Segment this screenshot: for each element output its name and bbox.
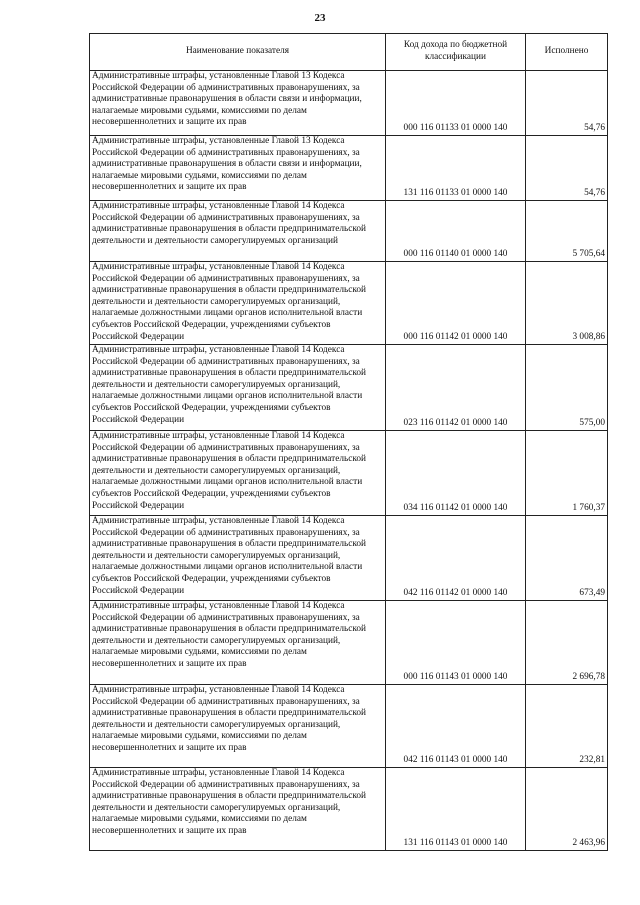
indicator-name-line: налагаемые мировыми судьями, комиссиями по делам	[92, 105, 307, 116]
table-row	[90, 71, 608, 136]
indicator-name-line: субъектов Российской Федерации, учреждениями субъектов	[92, 402, 331, 413]
table-header-row	[90, 34, 608, 71]
table-row	[90, 768, 608, 851]
indicator-name-line: налагаемые должностными лицами органов исполнительной власти	[92, 477, 363, 488]
indicator-name-cell	[90, 262, 386, 345]
budget-code-cell: 131 116 01133 01 0000 140	[386, 136, 526, 201]
indicator-name-line: деятельности и деятельности саморегулируемых организаций,	[92, 465, 341, 476]
budget-code-cell: 023 116 01142 01 0000 140	[386, 345, 526, 431]
indicator-name-line: административные правонарушения в области предпринимательской	[92, 791, 367, 802]
table-row	[90, 516, 608, 601]
indicator-name-line: Российской Федерации об административных правонарушениях, за	[92, 273, 360, 284]
indicator-name-line: Российской Федерации об административных правонарушениях, за	[92, 356, 360, 367]
budget-code-cell: 000 116 01133 01 0000 140	[386, 71, 526, 136]
indicator-name-line: субъектов Российской Федерации, учреждениями субъектов	[92, 488, 331, 499]
budget-code-cell: 000 116 01143 01 0000 140	[386, 601, 526, 685]
table-row	[90, 685, 608, 768]
indicator-name-line: несовершеннолетних и защите их прав	[92, 742, 247, 753]
indicator-name-line: налагаемые должностными лицами органов исполнительной власти	[92, 391, 363, 402]
executed-amount-cell: 54,76	[526, 136, 608, 201]
budget-code-cell: 131 116 01143 01 0000 140	[386, 768, 526, 851]
table-row	[90, 345, 608, 431]
indicator-name-cell	[90, 136, 386, 201]
indicator-name-line: деятельности и деятельности саморегулируемых организаций,	[92, 635, 341, 646]
indicator-name-line: Российской Федерации об административных правонарушениях, за	[92, 527, 360, 538]
indicator-name-cell	[90, 201, 386, 262]
indicator-name-line: деятельности и деятельности саморегулируемых организаций,	[92, 719, 341, 730]
indicator-name-line: несовершеннолетних и защите их прав	[92, 825, 247, 836]
indicator-name-line: Российской Федерации об административных правонарушениях, за	[92, 212, 360, 223]
header-code: Код дохода по бюджетной классификации	[386, 34, 526, 71]
indicator-name-line: административные правонарушения в области связи и информации,	[92, 94, 362, 105]
indicator-name-line: административные правонарушения в области предпринимательской	[92, 285, 367, 296]
indicator-name-line: административные правонарушения в области предпринимательской	[92, 539, 367, 550]
indicator-name-line: деятельности и деятельности саморегулируемых организаций,	[92, 296, 341, 307]
indicator-name-line: административные правонарушения в области предпринимательской	[92, 224, 367, 235]
indicator-name-cell	[90, 601, 386, 685]
budget-code-cell: 034 116 01142 01 0000 140	[386, 431, 526, 516]
indicator-name-cell	[90, 685, 386, 768]
indicator-name-line: Российской Федерации об административных правонарушениях, за	[92, 696, 360, 707]
indicator-name-cell	[90, 431, 386, 516]
table-row	[90, 601, 608, 685]
indicator-name-line: административные правонарушения в области предпринимательской	[92, 624, 367, 635]
revenue-table	[89, 33, 608, 851]
indicator-name-line: административные правонарушения в области предпринимательской	[92, 454, 367, 465]
indicator-name-line: Административные штрафы, установленные Главой 14 Кодекса	[92, 768, 345, 778]
executed-amount-cell: 54,76	[526, 71, 608, 136]
budget-code-cell: 042 116 01142 01 0000 140	[386, 516, 526, 601]
indicator-name-line: Административные штрафы, установленные Главой 14 Кодекса	[92, 516, 345, 526]
indicator-name-line: деятельности и деятельности саморегулируемых организаций,	[92, 802, 341, 813]
budget-code-cell: 000 116 01142 01 0000 140	[386, 262, 526, 345]
executed-amount-cell: 673,49	[526, 516, 608, 601]
indicator-name-line: Административные штрафы, установленные Главой 13 Кодекса	[92, 71, 345, 81]
indicator-name-line: субъектов Российской Федерации, учреждениями субъектов	[92, 319, 331, 330]
executed-amount-cell: 2 463,96	[526, 768, 608, 851]
indicator-name-line: налагаемые должностными лицами органов исполнительной власти	[92, 308, 363, 319]
indicator-name-line: налагаемые мировыми судьями, комиссиями по делам	[92, 170, 307, 181]
indicator-name-line: деятельности и деятельности саморегулируемых организаций,	[92, 379, 341, 390]
page-number: 23	[314, 12, 326, 24]
header-name: Наименование показателя	[90, 34, 386, 71]
indicator-name-line: деятельности и деятельности саморегулируемых организаций,	[92, 550, 341, 561]
indicator-name-line: налагаемые мировыми судьями, комиссиями по делам	[92, 731, 307, 742]
table-body	[90, 71, 608, 851]
indicator-name-line: несовершеннолетних и защите их прав	[92, 182, 247, 193]
indicator-name-line: Российской Федерации об административных правонарушениях, за	[92, 612, 360, 623]
indicator-name-line: деятельности и деятельности саморегулируемых организаций	[92, 235, 338, 246]
executed-amount-cell: 232,81	[526, 685, 608, 768]
indicator-name-line: Административные штрафы, установленные Главой 14 Кодекса	[92, 685, 345, 695]
indicator-name-line: Административные штрафы, установленные Главой 14 Кодекса	[92, 262, 345, 272]
indicator-name-line: административные правонарушения в области предпринимательской	[92, 368, 367, 379]
budget-code-cell: 000 116 01140 01 0000 140	[386, 201, 526, 262]
executed-amount-cell: 2 696,78	[526, 601, 608, 685]
indicator-name-line: Административные штрафы, установленные Главой 14 Кодекса	[92, 201, 345, 211]
indicator-name-line: Российской Федерации об административных правонарушениях, за	[92, 442, 360, 453]
indicator-name-cell	[90, 345, 386, 431]
indicator-name-cell	[90, 516, 386, 601]
indicator-name-line: административные правонарушения в области связи и информации,	[92, 159, 362, 170]
executed-amount-cell: 575,00	[526, 345, 608, 431]
indicator-name-line: Административные штрафы, установленные Главой 14 Кодекса	[92, 431, 345, 441]
indicator-name-line: Российской Федерации об административных правонарушениях, за	[92, 147, 360, 158]
executed-amount-cell: 1 760,37	[526, 431, 608, 516]
indicator-name-line: Российской Федерации об административных правонарушениях, за	[92, 779, 360, 790]
indicator-name-line: налагаемые мировыми судьями, комиссиями по делам	[92, 647, 307, 658]
indicator-name-line: Административные штрафы, установленные Главой 13 Кодекса	[92, 136, 345, 146]
table-row	[90, 136, 608, 201]
header-value: Исполнено	[526, 34, 608, 71]
indicator-name-line: субъектов Российской Федерации, учреждениями субъектов	[92, 573, 331, 584]
table-row	[90, 431, 608, 516]
indicator-name-line: несовершеннолетних и защите их прав	[92, 117, 247, 128]
executed-amount-cell: 3 008,86	[526, 262, 608, 345]
indicator-name-line: административные правонарушения в области предпринимательской	[92, 708, 367, 719]
indicator-name-line: Российской Федерации	[92, 585, 185, 596]
budget-code-cell: 042 116 01143 01 0000 140	[386, 685, 526, 768]
indicator-name-line: Российской Федерации об административных правонарушениях, за	[92, 82, 360, 93]
executed-amount-cell: 5 705,64	[526, 201, 608, 262]
indicator-name-line: Административные штрафы, установленные Главой 14 Кодекса	[92, 345, 345, 355]
indicator-name-cell	[90, 71, 386, 136]
indicator-name-line: Административные штрафы, установленные Главой 14 Кодекса	[92, 601, 345, 611]
indicator-name-line: Российской Федерации	[92, 331, 185, 342]
indicator-name-cell	[90, 768, 386, 851]
indicator-name-line: налагаемые мировыми судьями, комиссиями по делам	[92, 814, 307, 825]
table-row	[90, 201, 608, 262]
table-row	[90, 262, 608, 345]
indicator-name-line: несовершеннолетних и защите их прав	[92, 658, 247, 669]
indicator-name-line: Российской Федерации	[92, 414, 185, 425]
indicator-name-line: налагаемые должностными лицами органов исполнительной власти	[92, 562, 363, 573]
indicator-name-line: Российской Федерации	[92, 500, 185, 511]
